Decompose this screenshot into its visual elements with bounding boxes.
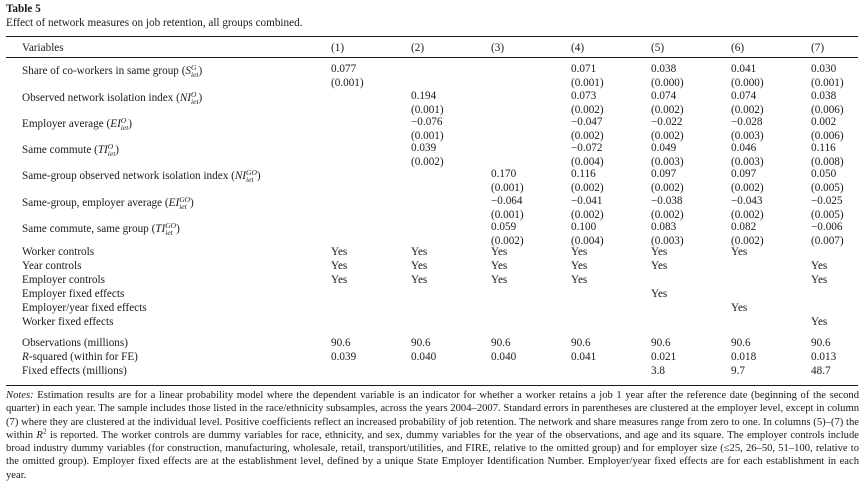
row-label-text: Share of co-workers in same group [22,65,179,77]
row-symbol-sup: GO [246,168,257,178]
table-cell [731,194,764,222]
notes-label: Notes: [6,390,34,401]
cell-std-error: (0.005) [811,209,844,221]
table-cell [331,62,364,90]
row-symbol: NI [234,170,247,182]
stat-italic-prefix: R [22,351,29,363]
row-label-text: Same commute [22,144,92,156]
cell-coefficient: −0.006 [811,221,843,233]
row-symbol-sup: GO [179,195,191,205]
table-number: Table 5 [6,3,41,15]
row-symbol-scripts [191,91,199,105]
notes-r-power: 2 [42,426,47,436]
table-cell [411,115,444,143]
cell-coefficient: 0.116 [811,142,836,154]
row-symbol-sup: O [120,116,127,126]
row-label-text: Same-group, employer average [22,197,163,209]
stat-cell: 9.7 [731,365,745,377]
cell-std-error: (0.003) [651,235,684,247]
row-symbol-scripts [108,143,116,157]
control-cell: Yes [571,274,588,286]
table-cell [571,167,604,195]
cell-coefficient: −0.038 [651,195,683,207]
stat-cell: 0.040 [411,351,437,363]
cell-std-error: (0.003) [731,156,764,168]
control-cell: Yes [491,246,508,258]
stat-cell: 0.018 [731,351,757,363]
stat-cell: 3.8 [651,365,665,377]
stat-cell: 90.6 [491,337,511,349]
header-col-5: (5) [651,42,665,54]
table-cell [651,220,684,248]
cell-std-error: (0.008) [811,156,844,168]
row-label: Employer average (EI O iet ) [22,116,133,133]
table-cell [571,194,604,222]
cell-coefficient: 0.097 [731,168,757,180]
table-cell [811,220,844,248]
cell-std-error: (0.000) [651,77,684,89]
table-cell [651,115,684,143]
table-cell [491,194,524,222]
cell-coefficient: 0.050 [811,168,837,180]
table-cell [571,62,604,90]
stat-label-text: Observations (millions) [22,337,128,349]
control-cell: Yes [651,260,668,272]
control-cell: Yes [411,260,428,272]
stat-row-label [22,364,127,378]
cell-std-error: (0.002) [571,182,604,194]
cell-std-error: (0.002) [731,182,764,194]
row-symbol: S [185,65,192,77]
cell-std-error: (0.003) [651,156,684,168]
table-cell [571,220,604,248]
control-cell: Yes [651,288,668,300]
stat-row-label [22,336,128,350]
table-cell [651,141,684,169]
cell-coefficient: −0.043 [731,195,763,207]
row-symbol: TI [155,223,166,235]
notes-text-a: Estimation results are for a linear probability model where the dependent variable is an indicator for whether a worker retains a job 1 year after the reference date (beginning of the second quarter) in each year. The sample includes those listed in the race/ethnicity subsamples, across the years 2004–2007. Standard errors in parentheses are clustered at the employer level, except in column (7) where they are clustered at the individual level. Positive coefficients reflect an increased probability of job retention. The network and share measures range from zero to one. In columns (5)–(7) the within [6,390,859,441]
row-label-text: Same commute, same group [22,223,149,235]
control-row-label: Year controls [22,260,82,272]
header-rule [6,57,858,58]
cell-coefficient: 0.170 [491,168,517,180]
cell-coefficient: 0.049 [651,142,677,154]
cell-std-error: (0.001) [411,104,444,116]
cell-std-error: (0.007) [811,235,844,247]
cell-coefficient: −0.028 [731,116,763,128]
header-variables: Variables [22,42,64,54]
row-symbol-scripts [246,169,257,183]
cell-coefficient: 0.002 [811,116,837,128]
control-cell: Yes [811,316,828,328]
table-notes [6,389,859,482]
row-symbol-sub: iet [120,123,129,133]
cell-std-error: (0.001) [491,209,524,221]
row-symbol-scripts [121,117,129,131]
cell-std-error: (0.002) [651,130,684,142]
row-symbol: TI [97,144,108,156]
row-symbol-sup: G [191,63,197,73]
row-label-text: Employer average [22,118,104,130]
row-symbol-sup: O [107,142,114,152]
table-cell [811,141,844,169]
cell-coefficient: 0.116 [571,168,596,180]
cell-std-error: (0.006) [811,130,844,142]
notes-text-b: is reported. The worker controls are dummy variables for race, ethnicity, and sex, dummy variables for the year of the observations, and age and its square. The employer controls include broad industry dummy variables (for construction, manufacturing, wholesale, retail, transport/utilities, and FIRE, relative to the omitted group) and for employer size (≤25, 26–50, 51–100, relative to the omitted group). Employer fixed effects are at the establishment level, defined by a unique State Employer Identification Number. Employer/year fixed effects are for each establishment in each year. [6,429,859,481]
row-symbol-sup: O [191,90,197,100]
control-cell: Yes [571,260,588,272]
control-cell: Yes [651,246,668,258]
cell-std-error: (0.002) [571,104,604,116]
control-cell: Yes [331,260,348,272]
bottom-rule [6,385,858,386]
stat-cell: 0.041 [571,351,597,363]
stat-cell: 90.6 [571,337,591,349]
cell-coefficient: 0.046 [731,142,757,154]
cell-coefficient: 0.083 [651,221,677,233]
table-cell [571,89,604,117]
cell-std-error: (0.002) [571,130,604,142]
row-symbol-sub: iet [246,175,254,185]
cell-std-error: (0.002) [571,209,604,221]
table-cell [651,89,684,117]
cell-std-error: (0.000) [731,77,764,89]
header-col-4: (4) [571,42,585,54]
table-cell [731,141,764,169]
cell-std-error: (0.002) [411,156,444,168]
cell-std-error: (0.001) [571,77,604,89]
cell-coefficient: 0.071 [571,63,597,75]
cell-coefficient: 0.059 [491,221,517,233]
row-symbol-scripts [191,64,199,78]
stat-label-text: Fixed effects (millions) [22,365,127,377]
cell-std-error: (0.002) [651,209,684,221]
row-symbol-sub: iet [191,97,199,107]
stat-cell: 90.6 [411,337,431,349]
stat-cell: 90.6 [651,337,671,349]
header-col-1: (1) [331,42,345,54]
row-label: Same commute, same group (TI GO iet ) [22,221,180,238]
cell-coefficient: −0.041 [571,195,603,207]
table-cell [411,141,444,169]
cell-coefficient: 0.194 [411,90,437,102]
header-col-6: (6) [731,42,745,54]
control-row-label: Worker controls [22,246,95,258]
stat-cell: 48.7 [811,365,831,377]
cell-std-error: (0.001) [411,130,444,142]
cell-coefficient: 0.073 [571,90,597,102]
table-cell [571,141,604,169]
row-symbol: EI [168,197,180,209]
notes-r-symbol: R [36,429,43,441]
table-cell [731,220,764,248]
stat-cell: 90.6 [331,337,351,349]
stat-cell: 0.021 [651,351,677,363]
control-cell: Yes [811,274,828,286]
cell-std-error: (0.001) [331,77,364,89]
control-cell: Yes [731,302,748,314]
cell-std-error: (0.005) [811,182,844,194]
cell-coefficient: −0.022 [651,116,683,128]
cell-std-error: (0.002) [731,235,764,247]
control-row-label: Employer fixed effects [22,288,125,300]
cell-coefficient: 0.082 [731,221,757,233]
control-cell: Yes [331,274,348,286]
row-label: Same commute (TI O iet ) [22,142,120,159]
table-cell [571,115,604,143]
row-symbol-sub: iet [107,149,116,159]
row-label: Same-group observed network isolation index (NI GO iet ) [22,168,261,185]
cell-coefficient: 0.100 [571,221,597,233]
cell-coefficient: 0.097 [651,168,677,180]
table-cell [731,115,764,143]
control-cell: Yes [491,260,508,272]
table-cell [491,220,524,248]
cell-std-error: (0.004) [571,235,604,247]
control-cell: Yes [571,246,588,258]
row-symbol-scripts [165,222,176,236]
control-cell: Yes [411,246,428,258]
cell-coefficient: 0.041 [731,63,757,75]
cell-coefficient: 0.039 [411,142,437,154]
stat-cell: 0.039 [331,351,357,363]
table-cell [811,62,844,90]
row-symbol-sub: iet [191,70,199,80]
cell-std-error: (0.002) [651,104,684,116]
row-label-text: Same-group observed network isolation index [22,170,229,182]
control-row-label: Employer/year fixed effects [22,302,147,314]
cell-std-error: (0.002) [731,209,764,221]
header-col-3: (3) [491,42,505,54]
cell-coefficient: 0.074 [731,90,757,102]
header-col-7: (7) [811,42,825,54]
row-label: Share of co-workers in same group (S G iet ) [22,63,203,80]
control-cell: Yes [731,246,748,258]
cell-std-error: (0.001) [491,182,524,194]
control-cell: Yes [811,260,828,272]
row-symbol: NI [179,92,192,104]
cell-std-error: (0.001) [811,77,844,89]
table-cell [811,115,844,143]
cell-coefficient: 0.074 [651,90,677,102]
row-symbol-sub: iet [179,202,187,212]
table-title: Effect of network measures on job retention, all groups combined. [6,17,303,29]
stat-row-label [22,350,138,364]
header-col-2: (2) [411,42,425,54]
cell-std-error: (0.003) [731,130,764,142]
cell-std-error: (0.002) [491,235,524,247]
cell-std-error: (0.006) [811,104,844,116]
row-label: Observed network isolation index (NI O iet ) [22,90,203,107]
stat-cell: 0.013 [811,351,837,363]
cell-coefficient: −0.072 [571,142,603,154]
table-cell [731,62,764,90]
cell-std-error: (0.002) [651,182,684,194]
cell-coefficient: −0.076 [411,116,443,128]
row-label: Same-group, employer average (EI GO iet ) [22,195,194,212]
stat-label-text: -squared (within for FE) [28,351,138,363]
control-cell: Yes [411,274,428,286]
control-row-label: Worker fixed effects [22,316,114,328]
cell-coefficient: 0.077 [331,63,357,75]
table-cell [811,194,844,222]
cell-coefficient: 0.030 [811,63,837,75]
row-symbol: EI [110,118,121,130]
cell-std-error: (0.004) [571,156,604,168]
control-cell: Yes [491,274,508,286]
table-cell [811,167,844,195]
table-cell [731,89,764,117]
row-symbol-scripts [179,196,190,210]
top-rule [6,36,858,37]
cell-coefficient: −0.047 [571,116,603,128]
table-cell [491,167,524,195]
control-cell: Yes [331,246,348,258]
table-cell [651,167,684,195]
row-symbol-sub: iet [165,228,173,238]
table-cell [731,167,764,195]
row-symbol-sup: GO [165,221,177,231]
row-label-text: Observed network isolation index [22,92,174,104]
cell-coefficient: 0.038 [651,63,677,75]
table-cell [811,89,844,117]
control-row-label: Employer controls [22,274,105,286]
cell-std-error: (0.002) [731,104,764,116]
cell-coefficient: −0.064 [491,195,523,207]
cell-coefficient: 0.038 [811,90,837,102]
table-caption [6,2,303,30]
stat-cell: 0.040 [491,351,517,363]
stat-cell: 90.6 [811,337,831,349]
table-cell [411,89,444,117]
stat-cell: 90.6 [731,337,751,349]
table-cell [651,194,684,222]
cell-coefficient: −0.025 [811,195,843,207]
table-cell [651,62,684,90]
